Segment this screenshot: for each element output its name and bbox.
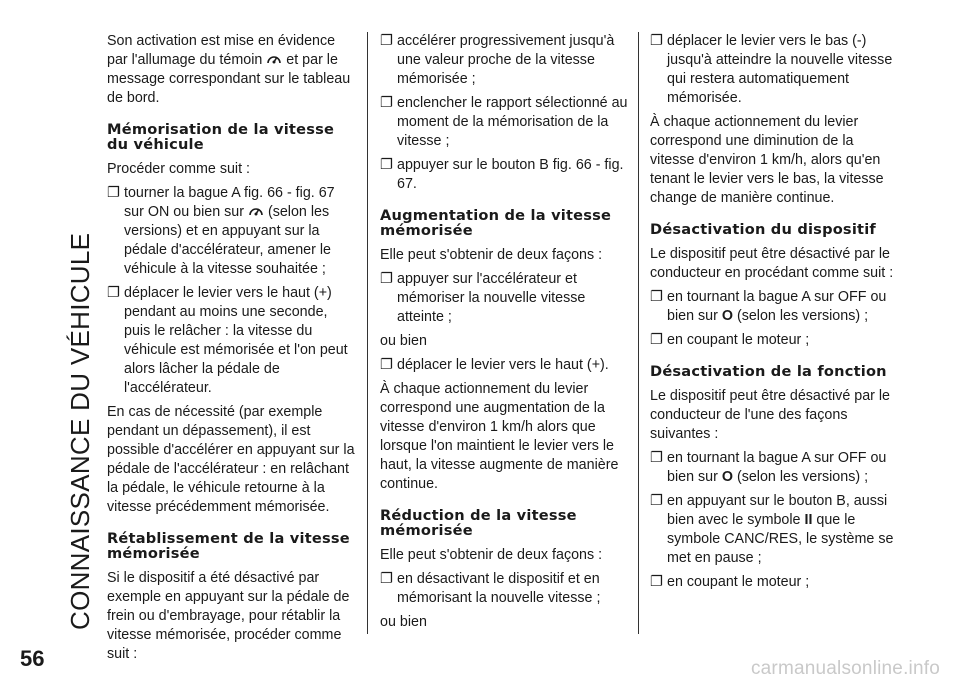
section-title-vertical [25, 40, 95, 630]
cruise-control-icon [266, 53, 282, 65]
list-item: ❐ déplacer le levier vers le haut (+). [380, 357, 609, 373]
heading-retablissement: Rétablissement de la vitesse mémorisée [107, 530, 350, 562]
list-item: ❐ appuyer sur l'accélérateur et mémoriser la nouvelle vitesse atteinte ; [380, 271, 586, 325]
list-item: ❐ en appuyant sur le bouton B, aussi bien avec le symbole II que le symbole CANC/RES, le système se met en pause ; [650, 493, 894, 566]
list-item: ❐ en tournant la bague A sur OFF ou bien sur O (selon les versions) ; [650, 289, 887, 324]
list-item: ❐ en coupant le moteur ; [650, 574, 810, 590]
paragraph-necessite: En cas de nécessité (par exemple pendant un dépassement), il est possible d'accélérer en appuyant sur la pédale de l'accélérateur : en relâchant la pédale, le véhicule retourne à la vitesse précédemment mémorisée. [107, 404, 355, 515]
list-item: ❐ en tournant la bague A sur OFF ou bien sur O (selon les versions) ; [650, 450, 887, 485]
page-number: 56 [20, 646, 45, 671]
section-title: CONNAISSANCE DU VÉHICULE [65, 232, 95, 630]
paragraph-activation: Son activation est mise en évidence par l'allumage du témoin et par le message correspondant sur le tableau de bord. [107, 33, 351, 106]
list-item: ❐ accélérer progressivement jusqu'à une valeur proche de la vitesse mémorisée ; [380, 33, 615, 87]
cruise-control-icon [248, 205, 264, 217]
heading-desactivation-fonction: Désactivation de la fonction [650, 363, 887, 380]
heading-desactivation-dispositif: Désactivation du dispositif [650, 221, 876, 238]
paragraph-desactive-2: Le dispositif peut être désactivé par le conducteur de l'une des façons suivantes : [650, 388, 891, 442]
list-item: ❐ enclencher le rapport sélectionné au moment de la mémorisation de la vitesse ; [380, 95, 628, 149]
paragraph-desactive-1: Le dispositif peut être désactivé par le conducteur en procédant comme suit : [650, 246, 894, 281]
column-divider-2 [638, 32, 639, 634]
paragraph-retablir: Si le dispositif a été désactivé par exemple en appuyant sur la pédale de frein ou d'embrayage, pour rétablir la vitesse mémorisée, procéder comme suit : [107, 570, 350, 662]
list-item: ❐ tourner la bague A fig. 66 - fig. 67 sur ON ou bien sur (selon les versions) et en appuyant sur la pédale d'accélérateur, amener le véhicule à la vitesse souhaitée ; [107, 185, 335, 277]
list-item: ❐ en désactivant le dispositif et en mémorisant la nouvelle vitesse ; [380, 571, 601, 606]
paragraph-proceder: Procéder comme suit : [107, 161, 251, 177]
paragraph-deux-facons-2: Elle peut s'obtenir de deux façons : [380, 547, 603, 563]
paragraph-deux-facons: Elle peut s'obtenir de deux façons : [380, 247, 603, 263]
watermark: carmanualsonline.info [750, 658, 940, 679]
heading-memorisation: Mémorisation de la vitesse du véhicule [107, 121, 335, 153]
paragraph-diminution: À chaque actionnement du levier correspond une diminution de la vitesse d'environ 1 km/h, alors qu'en tenant le levier vers le bas, la vitesse change de manière continue. [650, 114, 884, 206]
list-item: ❐ déplacer le levier vers le bas (-) jusqu'à atteindre la nouvelle vitesse qui restera automatiquement mémorisée. [650, 33, 893, 106]
paragraph-augmentation: À chaque actionnement du levier correspond une augmentation de la vitesse d'environ 1 km/h alors que lorsque l'on maintient le levier vers le haut, la vitesse augmente de manière continue. [380, 381, 619, 492]
column-divider-1 [367, 32, 368, 634]
off-symbol: O [721, 469, 733, 485]
heading-augmentation: Augmentation de la vitesse mémorisée [380, 207, 612, 239]
column-3 [650, 32, 900, 597]
column-2 [380, 32, 630, 637]
list-item: ❐ appuyer sur le bouton B fig. 66 - fig. 67. [380, 157, 624, 192]
heading-reduction: Réduction de la vitesse mémorisée [380, 507, 577, 539]
list-item: ❐ en coupant le moteur ; [650, 332, 810, 348]
paragraph-ou-bien-2: ou bien [380, 614, 427, 630]
list-item: ❐ déplacer le levier vers le haut (+) pendant au moins une seconde, puis le relâcher : la vitesse du véhicule est mémorisée et l'on peut alors lâcher la pédale de l'accélérateur. [107, 285, 348, 396]
column-1 [107, 32, 355, 669]
pause-symbol: II [804, 512, 813, 528]
off-symbol: O [721, 308, 733, 324]
paragraph-ou-bien: ou bien [380, 333, 427, 349]
